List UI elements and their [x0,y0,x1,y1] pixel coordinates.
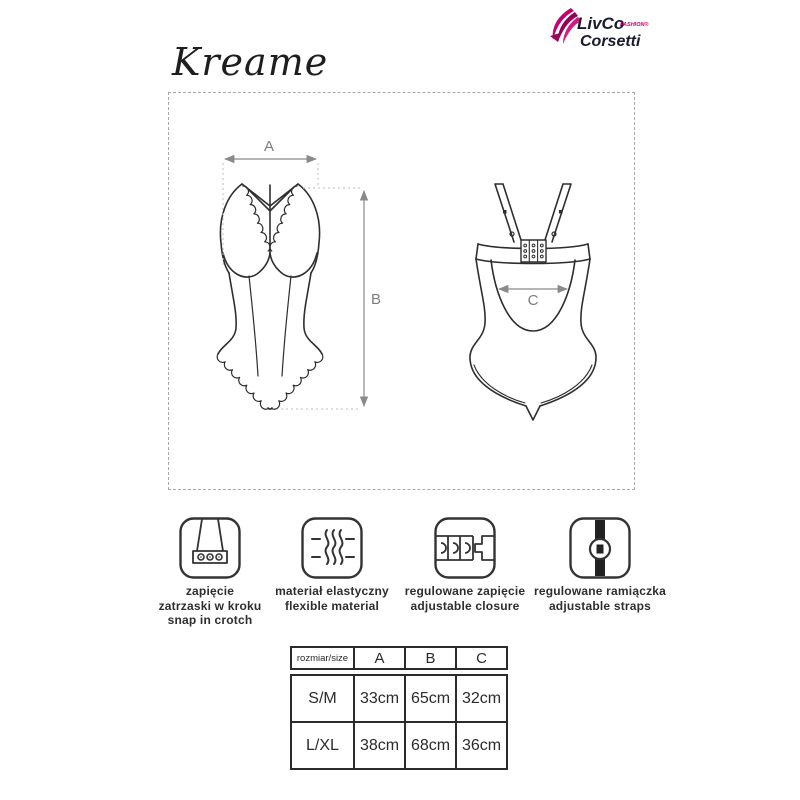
adjustable-straps-icon [568,516,632,580]
garment-diagram-box [168,92,635,490]
logo-brand-text: LivCo [577,14,625,33]
caption-line: adjustable closure [410,598,520,613]
livco-corsetti-logo [547,7,657,51]
front-view-drawing [217,184,323,409]
caption-line: zapięcie [185,584,235,598]
header-cell-c: C [455,648,506,668]
caption-line: zatrzaski w kroku [158,598,262,613]
feature-caption [159,584,262,628]
measure-label-b: B [371,291,382,308]
feature-adjustable-straps [520,516,680,613]
row-sm-size: S/M [308,689,337,707]
feature-caption [534,584,666,613]
size-table-header [290,646,508,670]
caption-line: adjustable straps [548,598,652,613]
logo-fashion-text: FASHION® [620,22,649,28]
caption-line: regulowane zapięcie [404,584,526,598]
header-cell-b: B [404,648,455,668]
flexible-material-icon [300,516,364,580]
row-lxl-c: 36cm [455,721,506,768]
measurement-guides [223,138,567,409]
adjustable-closure-icon [433,516,497,580]
measure-label-c: C [527,292,539,309]
snap-crotch-icon [178,516,242,580]
logo-corsetti-text: Corsetti [580,33,641,50]
row-lxl-a: 38cm [353,721,404,768]
size-table [290,646,508,770]
row-lxl-b: 68cm [404,721,455,768]
caption-line: materiał elastyczny [275,584,389,598]
row-sm-a: 33cm [353,676,404,721]
header-cell-a: A [353,648,404,668]
header-cell-size: rozmiar/size [296,652,349,664]
feature-caption [275,584,389,613]
row-sm-c: 32cm [455,676,506,721]
caption-line: flexible material [284,598,380,613]
row-sm-b: 65cm [404,676,455,721]
measure-label-a: A [263,138,275,155]
size-table-body [290,674,508,770]
feature-caption [405,584,526,613]
caption-line: snap in crotch [167,613,253,627]
row-lxl-size: L/XL [292,721,353,768]
caption-line: regulowane ramiączka [533,584,667,598]
product-title: Kreame [172,40,329,84]
garment-technical-drawing [169,93,634,489]
